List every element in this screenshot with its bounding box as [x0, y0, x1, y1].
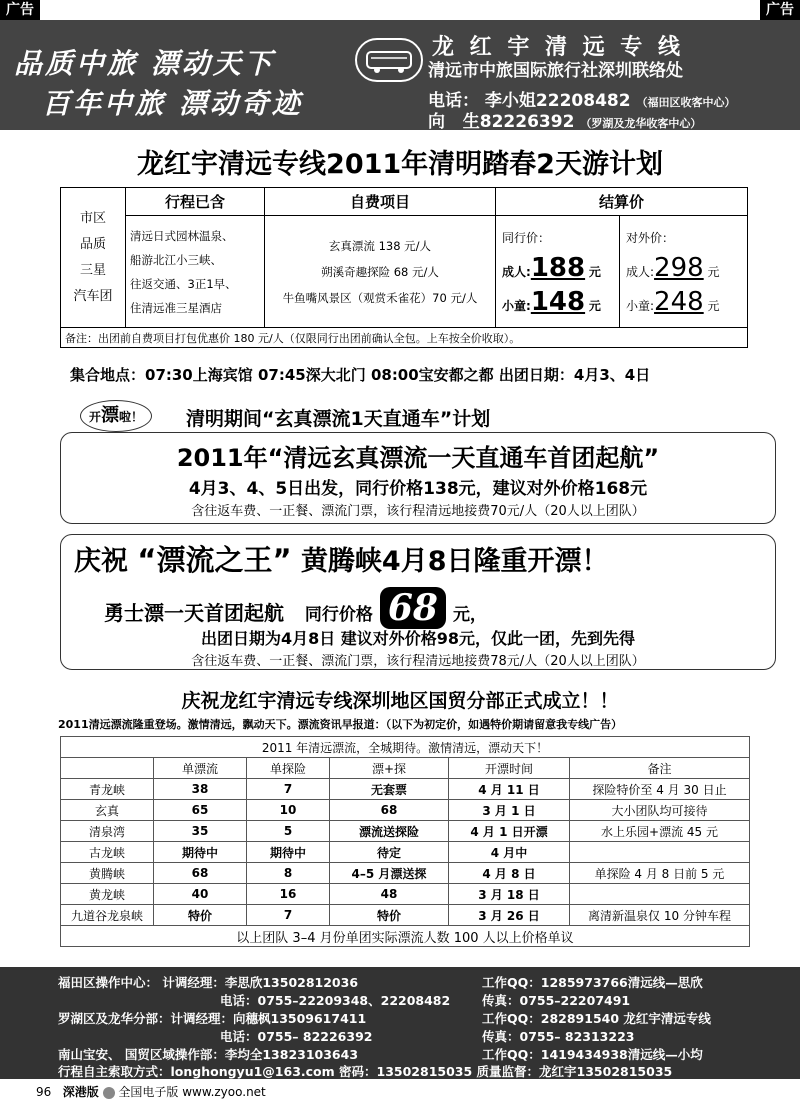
cell-combo: 待定: [330, 842, 449, 863]
category-line: 汽车团: [73, 288, 113, 304]
cell-combo: 特价: [330, 905, 449, 926]
cell-remark: [570, 884, 750, 905]
cell-open-date: 3 月 18 日: [449, 884, 570, 905]
cell-explore: 7: [247, 905, 330, 926]
contact-2-prefix: 向: [428, 112, 445, 132]
cell-rafting: 35: [154, 821, 247, 842]
cell-combo: 4–5 月漂送探: [330, 863, 449, 884]
trade-child-price: 148: [530, 286, 586, 317]
cell-combo: 48: [330, 884, 449, 905]
cell-scenic: 黄龙峡: [61, 884, 154, 905]
table-row: [61, 800, 750, 821]
table-row: [61, 821, 750, 842]
cell-rafting: 38: [154, 779, 247, 800]
rafting-table: [60, 736, 750, 947]
title-c: 黄腾峡4月8日隆重开漂！: [300, 546, 609, 577]
category-line: 品质: [79, 236, 106, 252]
plan-category: [61, 188, 126, 328]
included-item: 住清远准三星酒店: [130, 300, 222, 315]
slogan-2: 百年中旅 漂动奇迹: [42, 87, 303, 120]
cell-combo: 漂流送探险: [330, 821, 449, 842]
public-price-label: 对外价：: [626, 230, 675, 245]
optional-item: 朔溪奇趣探险 68 元/人: [321, 264, 439, 279]
page-number: 96: [36, 1085, 52, 1099]
contact-1: 李小姐22208482: [484, 91, 631, 111]
cell-explore: 5: [247, 821, 330, 842]
badge-piao: 漂: [101, 405, 119, 426]
contact-1-note: （福田区收客中心）: [636, 96, 736, 109]
footer-r4b: 传真：0755– 82313223: [482, 1029, 635, 1044]
footer-r2a: 电话：0755–22209348、22208482: [220, 993, 451, 1008]
cell-scenic: 青龙峡: [61, 779, 154, 800]
assembly-info: 集合地点：07:30上海宾馆 07:45深大北门 08:00宝安都之都 出团日期：4月3、4日: [70, 366, 651, 384]
cell-open-date: 4 月 11 日: [449, 779, 570, 800]
header-optional: 自费项目: [265, 188, 496, 216]
cell-rafting: 65: [154, 800, 247, 821]
table-row: [61, 863, 750, 884]
public-adult-price: 298: [654, 252, 704, 283]
public-child-price: 248: [654, 286, 704, 317]
optional-cell: [265, 216, 496, 328]
trade-price-label: 同行价：: [502, 230, 551, 245]
piao-subtitle: 清明期间“玄真漂流1天直通车”计划: [186, 408, 491, 430]
footer-r4a: 电话：0755– 82226392: [220, 1029, 373, 1044]
globe-icon: [103, 1087, 115, 1099]
edition-label: 深港版: [62, 1085, 99, 1099]
footer-r5a: 南山宝安、 国贸区域操作部：李均全13823103643: [58, 1047, 359, 1062]
title-a: 庆祝: [74, 546, 128, 577]
yuan-label: 元: [707, 298, 720, 313]
xuanzhen-title: 2011年“清远玄真漂流一天直通车首团起航”: [176, 444, 660, 472]
cell-open-date: 4 月 1 日开漂: [449, 821, 570, 842]
col-header: 开漂时间: [449, 758, 570, 779]
table-row: [61, 905, 750, 926]
footer-r3a: 罗湖区及龙华分部：计调经理：向穗枫13509617411: [58, 1011, 367, 1026]
yuan-label: 元: [588, 298, 601, 313]
title-b: “漂流之王”: [137, 543, 292, 577]
child-label: 小童:: [502, 298, 531, 313]
cell-open-date: 4 月中: [449, 842, 570, 863]
branch-title: 庆祝龙红宇清远专线深圳地区国贸分部正式成立！！: [181, 690, 619, 712]
included-item: 往返交通、3正1早、: [130, 276, 237, 291]
table-header-row: [61, 758, 750, 779]
table-row: [61, 884, 750, 905]
cell-explore: 7: [247, 779, 330, 800]
xuanzhen-line1: 4月3、4、5日出发，同行价格138元，建议对外价格168元: [188, 479, 648, 499]
cell-rafting: 40: [154, 884, 247, 905]
contact-row-2: [428, 107, 701, 132]
badge-la: 啦！: [119, 410, 144, 424]
price-unit: 元，: [452, 605, 487, 625]
agency-name: 清远市中旅国际旅行社深圳联络处: [428, 61, 683, 81]
footer-r5b: 工作QQ：1419434938清远线—小均: [482, 1047, 703, 1062]
cell-scenic: 玄真: [61, 800, 154, 821]
yuan-label: 元: [588, 264, 601, 279]
badge-kai: 开: [88, 410, 101, 424]
contact-footer: [0, 967, 800, 1079]
cell-explore: 16: [247, 884, 330, 905]
category-line: 三星: [79, 262, 106, 278]
public-price-cell: [620, 216, 748, 328]
header-price: 结算价: [496, 188, 748, 216]
huangteng-line3: 含往返车费、一正餐、漂流门票，该行程清远地接费78元/人（20人以上团队）: [191, 654, 645, 669]
cell-scenic: 黄腾峡: [61, 863, 154, 884]
footer-r1b: 工作QQ：1285973766清远线—思欣: [482, 975, 703, 990]
table-footnote: 以上团队 3–4 月份单团实际漂流人数 100 人以上价格单议: [61, 926, 750, 947]
cell-scenic: 古龙峡: [61, 842, 154, 863]
table-row: [61, 842, 750, 863]
cell-combo: 68: [330, 800, 449, 821]
plan-table: [60, 187, 748, 348]
brand-name: 龙 红 宇 清 远 专 线: [432, 35, 684, 60]
footer-r2b: 传真：0755–22207491: [482, 993, 631, 1008]
ad-label-right: 广告: [760, 0, 800, 20]
table-caption: 2011 年清远漂流，全城期待。激情清远，漂动天下！: [61, 737, 750, 758]
huangteng-line2: 出团日期为4月8日 建议对外价格98元，仅此一团，先到先得: [200, 629, 636, 648]
included-item: 船游北江小三峡、: [130, 252, 222, 267]
phone-label: 电话：: [428, 91, 479, 111]
cell-combo: 无套票: [330, 779, 449, 800]
piao-badge: [80, 400, 152, 432]
huangteng-line1-row: [104, 588, 487, 628]
plan-note: 备注：出团前自费项目打包优惠价 180 元/人（仅限同行出团前确认全包。上车按全价收取）。: [61, 328, 748, 348]
huangteng-price: 68: [380, 587, 446, 629]
huangteng-title: [74, 538, 609, 579]
col-header: 漂+探: [330, 758, 449, 779]
col-header: 备注: [570, 758, 750, 779]
branch-subtitle: 2011清远漂流隆重登场。激情清远，飘动天下。漂流资讯早报道：（以下为初定价，如遇特价期请留意我专线广告）: [58, 718, 623, 731]
cell-rafting: 68: [154, 863, 247, 884]
main-title: 龙红宇清远专线2011年清明踏春2天游计划: [137, 149, 663, 180]
cell-remark: 离清新温泉仅 10 分钟车程: [570, 905, 750, 926]
cell-explore: 8: [247, 863, 330, 884]
public-child-label: 小童:: [626, 298, 655, 313]
category-line: 市区: [79, 210, 106, 226]
cell-remark: 单探险 4 月 8 日前 5 元: [570, 863, 750, 884]
footer-r1a: 福田区操作中心： 计调经理：李思欣13502812036: [58, 975, 359, 990]
page-footer: [36, 1083, 266, 1100]
site-label: 全国电子版 www.zyoo.net: [118, 1085, 266, 1099]
table-row: [61, 779, 750, 800]
col-header: 单漂流: [154, 758, 247, 779]
cell-explore: 10: [247, 800, 330, 821]
cell-scenic: 九道谷龙泉峡: [61, 905, 154, 926]
cell-open-date: 4 月 8 日: [449, 863, 570, 884]
trade-adult-price: 188: [530, 252, 586, 283]
bus-logo-icon: [355, 38, 423, 82]
adult-label: 成人:: [502, 264, 531, 279]
public-adult-label: 成人:: [626, 264, 655, 279]
col-header: 单探险: [247, 758, 330, 779]
optional-item: 牛鱼嘴风景区（观赏禾雀花）70 元/人: [282, 290, 478, 305]
cell-explore: 期待中: [247, 842, 330, 863]
optional-item: 玄真漂流 138 元/人: [328, 238, 432, 253]
cell-remark: [570, 842, 750, 863]
huangteng-line1: 勇士漂一天首团起航: [104, 601, 284, 625]
col-header: [61, 758, 154, 779]
trade-price-cell: [496, 216, 620, 328]
header-included: 行程已含: [126, 188, 265, 216]
cell-scenic: 清泉湾: [61, 821, 154, 842]
ad-label-left: 广告: [0, 0, 40, 20]
contact-2-note: （罗湖及龙华收客中心）: [580, 117, 702, 130]
cell-open-date: 3 月 1 日: [449, 800, 570, 821]
cell-remark: 水上乐园+漂流 45 元: [570, 821, 750, 842]
footer-r6: 行程自主索取方式：longhongyu1@163.com 密码：13502815035 质量监督：龙红宇13502815035: [58, 1064, 673, 1079]
included-item: 清远日式园林温泉、: [130, 228, 234, 243]
included-cell: [126, 216, 265, 328]
cell-open-date: 3 月 26 日: [449, 905, 570, 926]
cell-remark: 探险特价至 4 月 30 日止: [570, 779, 750, 800]
footer-r3b: 工作QQ：282891540 龙红宇清远专线: [482, 1011, 711, 1026]
yuan-label: 元: [707, 264, 720, 279]
cell-rafting: 特价: [154, 905, 247, 926]
cell-remark: 大小团队均可接待: [570, 800, 750, 821]
contact-2: 生82226392: [462, 112, 575, 132]
price-label: 同行价格: [304, 605, 373, 625]
xuanzhen-line2: 含往返车费、一正餐、漂流门票，该行程清远地接费70元/人（20人以上团队）: [191, 504, 645, 519]
slogan-1: 品质中旅 漂动天下: [14, 47, 275, 80]
cell-rafting: 期待中: [154, 842, 247, 863]
